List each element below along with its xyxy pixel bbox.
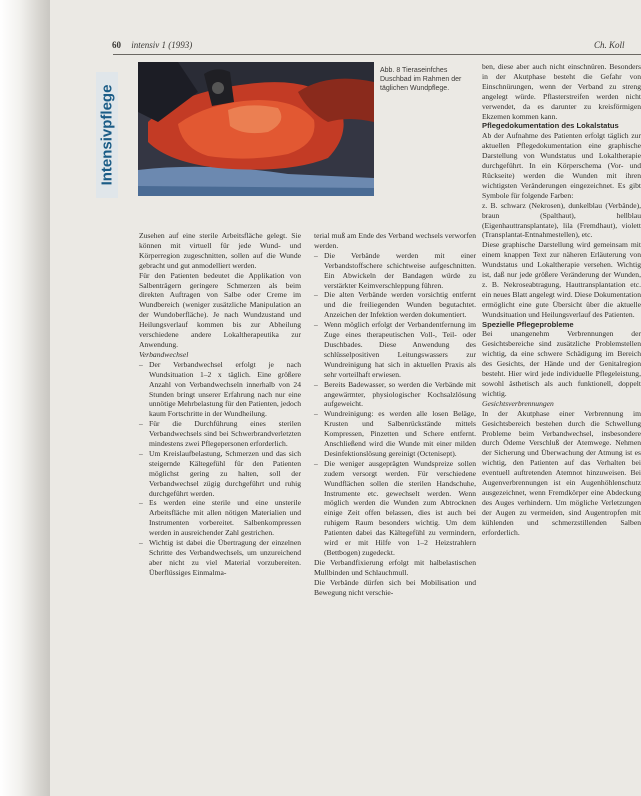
bullet-list (314, 251, 476, 558)
paragraph: Für den Patienten bedeutet die Applikation von Salbenträgern geringere Schmerzen als beim direkten Auftragen von Salbe oder Creme im Wundbereich (weniger zusätzliche Manipulation an der Wundoberfläche). Je nach Wundzustand und Heilungsverlauf kommen bis zur Abheilung verschiedene andere Lokaltherapeutika zur Anwendung. (139, 270, 301, 349)
paragraph: In der Akutphase einer Verbrennung im Gesichtsbereich bestehen durch die Schwellung Probleme beim Verbandwechsel, insbesondere durch Ödeme Verschluß der Atemwege. Nehmen der Sicherung und Überwachung der Atmung ist es wichtig, den Patienten auf das Verhalten bei eventuell auftretenden Atemnot hinzuweisen. Bei Augenverbrennungen ist ein Augenhöhlenschutz ausgezeichnet, wenn Fremdkörper eine Abdeckung des Auges verhindern. Um mögliche Verletzungen der Augen zu vermeiden, sind Augentropfen mit kühlenden und schmerzstillenden Salben erforderlich. (482, 408, 641, 537)
running-header-right: Ch. Koll (594, 40, 625, 50)
list-item: – Wichtig ist dabei die Übertragung der einzelnen Schritte des Verbandwechsels, um unzureichend aber nicht zu viel Material vorzubereiten. Überflüssiges Einmalma- (139, 538, 301, 578)
photo-illustration (138, 62, 374, 196)
header-rule (113, 54, 641, 55)
heading-pflegedokumentation: Pflegedokumentation des Lokalstatus (482, 121, 619, 131)
list-item: – Die alten Verbände werden vorsichtig entfernt und die freiliegenden Wunden begutachtet. Anzeichen der Infektion werden dokumentiert. (314, 290, 476, 320)
list-item: – Die weniger ausgeprägten Wundspreize sollen zudem versorgt werden. Für verschiedene Wundflächen sollen die sterilen Handschuhe, Instrumente etc. gewechselt werden. Wenn möglich werden die Wunden zum Abtrocknen einige Zeit offen belassen, dies ist auch bei ruhigem Raum besonders wichtig. Um dem Patienten dabei das Kältegefühl zu vermindern, wird er mit Hilfe von 1–2 Heizstrahlern (Bettbogen) zugedeckt. (314, 459, 476, 558)
section-label-box (96, 72, 118, 198)
heading-spezielle-pflegeprobleme: Spezielle Pflegeprobleme (482, 319, 574, 329)
paragraph: Diese graphische Darstellung wird gemeinsam mit einem knappen Text zur näheren Erläuterung von Wundstatus und Lokaltherapie versehen. Wichtig ist, daß nur jede größere Veränderung der Wunden, z. B. Nekroseabtragung, Hauttransplantation etc. ein neues Blatt angelegt wird. Diese Dokumentation ermöglicht eine gute Übersicht über die aktuelle Wundsituation und Heilungsverlauf des Patienten. (482, 240, 641, 319)
list-item: – Wenn möglich erfolgt der Verbandentfernung im Zuge eines therapeutischen Voll-, Teil- oder Duschbades. Diese Anwendung des schlüsselpositiven Leitungswassers zur Wundreinigung hat sich in aktuellen Praxis als sehr vorteilhaft erwiesen. (314, 320, 476, 379)
bullet-list (139, 360, 301, 578)
section-label: Intensivpflege (98, 84, 116, 186)
list-item: – Der Verbandwechsel erfolgt je nach Wundsituation 1–2 x täglich. Eine größere Anzahl von Verbandwechseln innerhalb von 24 Stunden bringt unserer Erfahrung nach nur eine unnötige Mehrbelastung für den Patienten, jedoch kaum Fortschritte in der Wundheilung. (139, 360, 301, 419)
text-column-1 (139, 231, 301, 578)
paragraph: Bei unangenehm Verbrennungen der Gesichtsbereiche sind zusätzliche Problemstellen wichtig, da eine schwere Schädigung im Bereich des Gesichts, der Hände und der Genitalregion besteht. Hier wird jede individuelle Pflegeleistung, sowohl ästhetisch als auch funktionell, doppelt wichtig. (482, 329, 641, 398)
paragraph: Die Verbandfixierung erfolgt mit halbelastischen Mullbinden und Schlauchmull. (314, 557, 476, 577)
text-column-3 (482, 62, 641, 782)
page-gutter-shadow (0, 0, 50, 796)
paragraph: Ab der Aufnahme des Patienten erfolgt täglich zur aktuellen Pflegedokumentation eine graphische Darstellung von Wundstatus und Lokaltherapie durchgeführt. In ein Körperschema (Vor- und Rückseite) werden die Wunden mit ihren wichtigsten Veränderungen eingezeichnet. Es gibt Symbole für folgende Farben: (482, 131, 641, 200)
list-item: – Um Kreislaufbelastung, Schmerzen und das sich steigernde Kältegefühl für den Patienten möglichst gering zu halten, soll der Verbandwechsel zügig durchgeführt und ruhig durchgeführt werden. (139, 449, 301, 499)
paragraph: Die Verbände dürfen sich bei Mobilisation und Bewegung nicht verschie- (314, 577, 476, 597)
paragraph: terial muß am Ende des Verband wechsels verworfen werden. (314, 231, 476, 250)
list-item: – Wundreinigung: es werden alle losen Beläge, Krusten und Salbenrückstände mittels Kompressen, Pinzetten und Schere entfernt. Anschließend wird die Wunde mit einer milden Desinfektionslösung gereinigt (Octenisept). (314, 409, 476, 459)
paragraph: Zusehen auf eine sterile Arbeitsfläche gelegt. Sie können mit virtuell für jede Wund- und Körperregion zugeschnitten, sollen auf die Wunde gebracht und gut anmodelliert werden. (139, 231, 301, 270)
paragraph: ben, diese aber auch nicht einschnüren. Besonders in der Akutphase besteht die Gefahr von Einschnürungen, wenn der Verband zu streng angelegt würde. Pflasterstreifen werden nicht verwendet, da es darunter zu kreisförmigen Ekzemen kommen kann. (482, 62, 641, 121)
subheading-verbandwechsel: Verbandwechsel (139, 349, 189, 359)
running-header (112, 40, 192, 50)
paragraph: z. B. schwarz (Nekrosen), dunkelblau (Verbände), braun (Spalthaut), hellblau (Eigenhauttransplantate), lila (Fremdhaut), violett (Transplantat-Entnahmestellen), etc. (482, 200, 641, 240)
text-column-2 (314, 231, 476, 598)
list-item: – Für die Durchführung eines sterilen Verbandwechsels sind bei Schwerbrandverletzten mindestens zwei Pflegepersonen erforderlich. (139, 419, 301, 449)
subheading-gesichtsverbrennungen: Gesichtsverbrennungen (482, 398, 554, 408)
page-number: 60 (112, 40, 121, 50)
list-item: – Die Verbände werden mit einer Verbandstoffschere schichtweise aufgeschnitten. Ein Abwickeln der Bandagen würde zu verstärkter Keimverschleppung führen. (314, 251, 476, 291)
figure-caption: Abb. 8 Tieraseinfches Duschbad im Rahmen der täglichen Wundpflege. (380, 67, 462, 92)
list-item: – Es werden eine sterile und eine unsterile Arbeitsfläche mit allen nötigen Materialien und Instrumenten vorbereitet. Salbenkompressen werden in ausreichender Zahl gestrichen. (139, 498, 301, 538)
list-item: – Bereits Badewasser, so werden die Verbände mit angewärmter, physiologischer Kochsalzlösung aufgeweicht. (314, 380, 476, 410)
journal-title: intensiv 1 (1993) (131, 40, 193, 50)
figure-photo (138, 62, 374, 196)
